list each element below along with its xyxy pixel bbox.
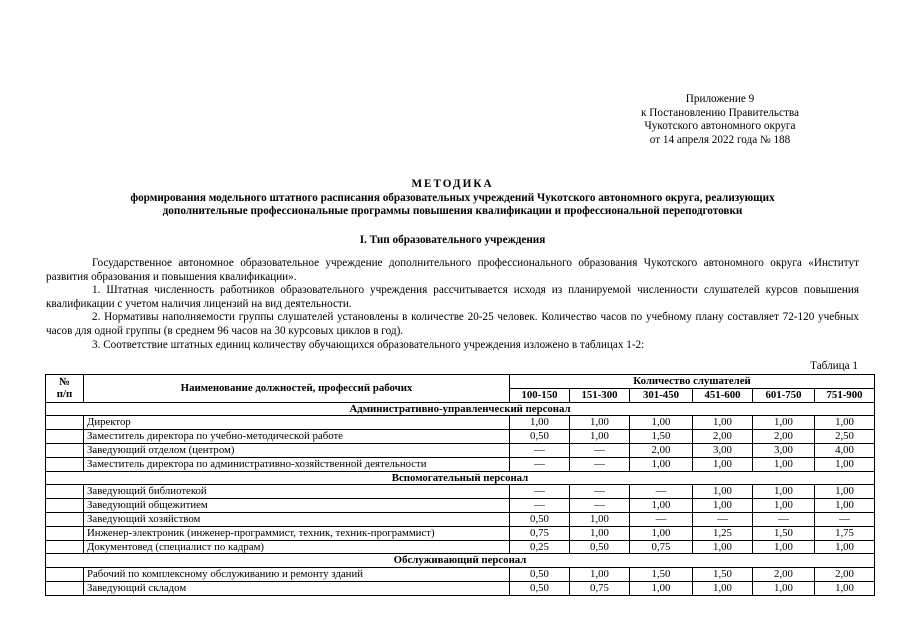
position-name-cell: Заведующий общежитием bbox=[84, 499, 510, 513]
value-cell: 1,00 bbox=[570, 568, 630, 582]
group-title: Вспомогательный персонал bbox=[46, 471, 875, 485]
header-num-line: № bbox=[59, 376, 70, 389]
value-cell: 0,50 bbox=[510, 581, 570, 595]
value-cell: — bbox=[510, 457, 570, 471]
value-cell: 1,00 bbox=[570, 430, 630, 444]
table-row bbox=[46, 526, 875, 540]
position-name-cell: Документовед (специалист по кадрам) bbox=[84, 540, 510, 554]
row-number-cell bbox=[46, 526, 84, 540]
table-body bbox=[46, 402, 875, 595]
value-cell: 1,00 bbox=[815, 457, 875, 471]
value-cell: 1,00 bbox=[570, 416, 630, 430]
value-cell: — bbox=[510, 443, 570, 457]
row-number-cell bbox=[46, 581, 84, 595]
appendix-header bbox=[600, 93, 840, 147]
title-main: МЕТОДИКА bbox=[411, 178, 494, 190]
staff-table bbox=[45, 374, 875, 596]
table-row bbox=[46, 430, 875, 444]
header-range: 601-750 bbox=[753, 388, 815, 402]
table-row bbox=[46, 512, 875, 526]
position-name-cell: Директор bbox=[84, 416, 510, 430]
appendix-line: Приложение 9 bbox=[685, 93, 755, 105]
header-range: 100-150 bbox=[510, 388, 570, 402]
appendix-line: Чукотского автономного округа bbox=[644, 120, 796, 133]
value-cell: 1,00 bbox=[693, 457, 753, 471]
paragraph: 3. Соответствие штатных единиц количеству обучающихся образовательного учреждения изложено в таблицах 1-2: bbox=[92, 338, 645, 351]
value-cell: — bbox=[570, 499, 630, 513]
body-text bbox=[46, 257, 859, 352]
table-row bbox=[46, 499, 875, 513]
value-cell: 0,25 bbox=[510, 540, 570, 554]
row-number-cell bbox=[46, 540, 84, 554]
value-cell: 1,00 bbox=[630, 457, 693, 471]
value-cell: 1,00 bbox=[753, 499, 815, 513]
title-line: формирования модельного штатного расписания образовательных учреждений Чукотского автономного округа, реализующих bbox=[130, 191, 775, 204]
position-name-cell: Заместитель директора по учебно-методической работе bbox=[84, 430, 510, 444]
value-cell: 1,00 bbox=[693, 581, 753, 595]
value-cell: — bbox=[570, 457, 630, 471]
value-cell: 0,50 bbox=[510, 430, 570, 444]
table-group-row bbox=[46, 402, 875, 416]
value-cell: 1,00 bbox=[570, 526, 630, 540]
value-cell: — bbox=[570, 485, 630, 499]
row-number-cell bbox=[46, 416, 84, 430]
table-row bbox=[46, 568, 875, 582]
paragraph: 2. Нормативы наполняемости группы слушателей установлены в количестве 20-25 человек. Количество часов по учебному плану составляет 72-120 учебных часов для одной группы (в среднем 96 часов на 30 курсовых циклов в год). bbox=[46, 311, 859, 337]
paragraph: Государственное автономное образовательное учреждение дополнительного профессионального образования Чукотского автономного округа «Институт развития образования и повышения квалификации». bbox=[46, 257, 859, 283]
paragraph: 1. Штатная численность работников образовательного учреждения рассчитывается исходя из планируемой численности слушателей курсов повышения квалификации с учетом наличия лицензий на вид деятельности. bbox=[46, 284, 859, 310]
value-cell: — bbox=[693, 512, 753, 526]
position-name-cell: Заведующий хозяйством bbox=[84, 512, 510, 526]
value-cell: 0,50 bbox=[510, 512, 570, 526]
position-name-cell: Заведующий отделом (центром) bbox=[84, 443, 510, 457]
row-number-cell bbox=[46, 499, 84, 513]
value-cell: 0,75 bbox=[630, 540, 693, 554]
value-cell: — bbox=[753, 512, 815, 526]
value-cell: 2,50 bbox=[815, 430, 875, 444]
value-cell: 1,00 bbox=[630, 526, 693, 540]
value-cell: — bbox=[510, 485, 570, 499]
value-cell: 2,00 bbox=[753, 568, 815, 582]
value-cell: 1,00 bbox=[815, 581, 875, 595]
position-name-cell: Заведующий библиотекой bbox=[84, 485, 510, 499]
table-row bbox=[46, 457, 875, 471]
header-name: Наименование должностей, профессий рабочих bbox=[84, 375, 510, 403]
value-cell: 1,00 bbox=[693, 499, 753, 513]
header-num bbox=[46, 375, 84, 403]
table-row bbox=[46, 416, 875, 430]
value-cell: 1,50 bbox=[753, 526, 815, 540]
value-cell: 3,00 bbox=[753, 443, 815, 457]
value-cell: 1,00 bbox=[815, 416, 875, 430]
table-row bbox=[46, 540, 875, 554]
value-cell: 0,50 bbox=[570, 540, 630, 554]
value-cell: 1,00 bbox=[630, 499, 693, 513]
header-num-line: п/п bbox=[56, 388, 73, 401]
table-group-row bbox=[46, 471, 875, 485]
table-row bbox=[46, 485, 875, 499]
value-cell: 1,00 bbox=[753, 540, 815, 554]
value-cell: 2,00 bbox=[693, 430, 753, 444]
value-cell: 1,00 bbox=[753, 416, 815, 430]
row-number-cell bbox=[46, 568, 84, 582]
header-count-group: Количество слушателей bbox=[510, 375, 875, 389]
value-cell: 0,50 bbox=[510, 568, 570, 582]
table-row bbox=[46, 581, 875, 595]
value-cell: — bbox=[570, 443, 630, 457]
value-cell: 1,50 bbox=[630, 430, 693, 444]
value-cell: — bbox=[630, 485, 693, 499]
value-cell: — bbox=[510, 499, 570, 513]
value-cell: 1,00 bbox=[815, 485, 875, 499]
value-cell: 1,00 bbox=[753, 581, 815, 595]
value-cell: 1,50 bbox=[630, 568, 693, 582]
table-header-row bbox=[46, 375, 875, 389]
row-number-cell bbox=[46, 485, 84, 499]
value-cell: — bbox=[815, 512, 875, 526]
row-number-cell bbox=[46, 512, 84, 526]
value-cell: 0,75 bbox=[510, 526, 570, 540]
value-cell: 2,00 bbox=[815, 568, 875, 582]
value-cell: 3,00 bbox=[693, 443, 753, 457]
table-group-row bbox=[46, 554, 875, 568]
value-cell: — bbox=[630, 512, 693, 526]
value-cell: 2,00 bbox=[630, 443, 693, 457]
document-title bbox=[40, 178, 865, 219]
position-name-cell: Инженер-электроник (инженер-программист, техник, техник-программист) bbox=[84, 526, 510, 540]
value-cell: 1,00 bbox=[630, 416, 693, 430]
value-cell: 1,00 bbox=[510, 416, 570, 430]
header-range: 451-600 bbox=[693, 388, 753, 402]
position-name-cell: Заведующий складом bbox=[84, 581, 510, 595]
header-range: 751-900 bbox=[815, 388, 875, 402]
title-line: дополнительные профессиональные программы повышения квалификации и профессиональной переподготовки bbox=[162, 205, 743, 218]
table-row bbox=[46, 443, 875, 457]
value-cell: 1,00 bbox=[753, 485, 815, 499]
value-cell: 4,00 bbox=[815, 443, 875, 457]
appendix-line: от 14 апреля 2022 года № 188 bbox=[649, 133, 791, 146]
row-number-cell bbox=[46, 443, 84, 457]
group-title: Административно-управленческий персонал bbox=[46, 402, 875, 416]
value-cell: 1,00 bbox=[693, 485, 753, 499]
value-cell: 1,50 bbox=[693, 568, 753, 582]
value-cell: 1,00 bbox=[693, 540, 753, 554]
row-number-cell bbox=[46, 430, 84, 444]
header-range: 151-300 bbox=[570, 388, 630, 402]
value-cell: 1,00 bbox=[753, 457, 815, 471]
value-cell: 2,00 bbox=[753, 430, 815, 444]
value-cell: 1,00 bbox=[630, 581, 693, 595]
value-cell: 0,75 bbox=[570, 581, 630, 595]
section-title: I. Тип образовательного учреждения bbox=[359, 234, 546, 246]
value-cell: 1,75 bbox=[815, 526, 875, 540]
row-number-cell bbox=[46, 457, 84, 471]
appendix-line: к Постановлению Правительства bbox=[641, 106, 799, 119]
header-range: 301-450 bbox=[630, 388, 693, 402]
value-cell: 1,00 bbox=[815, 499, 875, 513]
group-title: Обслуживающий персонал bbox=[46, 554, 875, 568]
table-label: Таблица 1 bbox=[810, 360, 858, 372]
value-cell: 1,00 bbox=[815, 540, 875, 554]
position-name-cell: Рабочий по комплексному обслуживанию и ремонту зданий bbox=[84, 568, 510, 582]
value-cell: 1,25 bbox=[693, 526, 753, 540]
value-cell: 1,00 bbox=[693, 416, 753, 430]
value-cell: 1,00 bbox=[570, 512, 630, 526]
position-name-cell: Заместитель директора по административно-хозяйственной деятельности bbox=[84, 457, 510, 471]
